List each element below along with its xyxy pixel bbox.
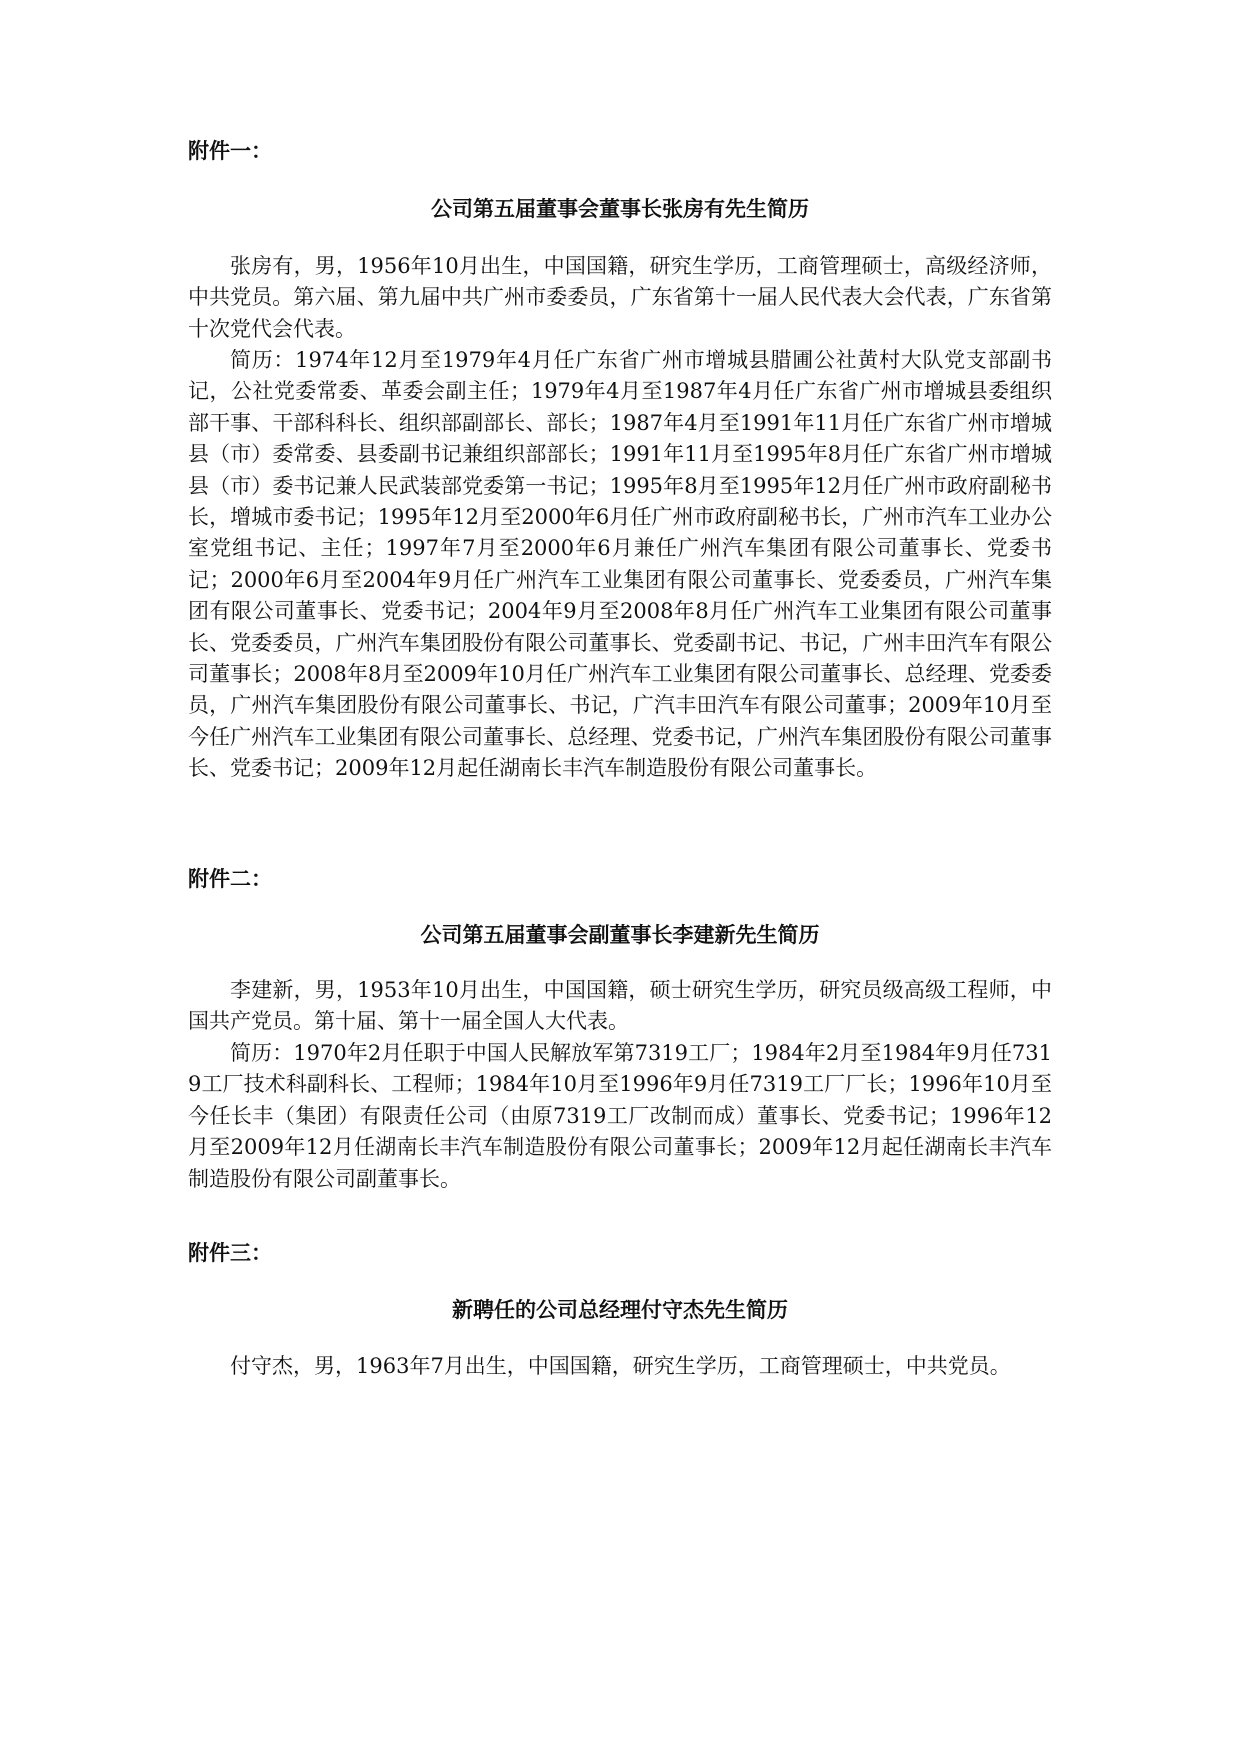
- attachment-1-intro-paragraph: 张房有，男，1956年10月出生，中国国籍，研究生学历，工商管理硕士，高级经济师，中共党员。第六届、第九届中共广州市委委员，广东省第十一届人民代表大会代表，广东省第十次党代会代表。: [188, 254, 1052, 341]
- attachment-1-resume-paragraph: 简历：1974年12月至1979年4月任广东省广州市增城县腊圃公社黄村大队党支部副书记，公社党委常委、革委会副主任；1979年4月至1987年4月任广东省广州市增城县委组织部干事、干部科科长、组织部副部长、部长；1987年4月至1991年11月任广东省广州市增城县（市）委常委、县委副书记兼组织部部长；1991年11月至1995年8月任广东省广州市增城县（市）委书记兼人民武装部党委第一书记；1995年8月至1995年12月任广州市政府副秘书长，增城市委书记；1995年12月至2000年6月任广州市政府副秘书长，广州市汽车工业办公室党组书记、主任；1997年7月至2000年6月兼任广州汽车集团有限公司董事长、党委书记；2000年6月至2004年9月任广州汽车工业集团有限公司董事长、党委委员，广州汽车集团有限公司董事长、党委书记；2004年9月至2008年8月任广州汽车工业集团有限公司董事长、党委委员，广州汽车集团股份有限公司董事长、党委副书记、书记，广州丰田汽车有限公司董事长；2008年8月至2009年10月任广州汽车工业集团有限公司董事长、总经理、党委委员，广州汽车集团股份有限公司董事长、书记，广汽丰田汽车有限公司董事；2009年10月至今任广州汽车工业集团有限公司董事长、总经理、党委书记，广州汽车集团股份有限公司董事长、党委书记；2009年12月起任湖南长丰汽车制造股份有限公司董事长。: [188, 348, 1052, 781]
- attachment-2-resume-paragraph: 简历：1970年2月任职于中国人民解放军第7319工厂；1984年2月至1984年9月任7319工厂技术科副科长、工程师；1984年10月至1996年9月任7319工厂厂长；1996年10月至今任长丰（集团）有限责任公司（由原7319工厂改制而成）董事长、党委书记；1996年12月至2009年12月任湖南长丰汽车制造股份有限公司董事长；2009年12月起任湖南长丰汽车制造股份有限公司副董事长。: [188, 1041, 1052, 1191]
- attachment-3-title: 新聘任的公司总经理付守杰先生简历: [452, 1297, 788, 1322]
- attachment-1-title: 公司第五届董事会董事长张房有先生简历: [431, 196, 809, 221]
- attachment-3-label: 附件三：: [188, 1240, 272, 1265]
- attachment-3-intro-paragraph: 付守杰，男，1963年7月出生，中国国籍，研究生学历，工商管理硕士，中共党员。: [230, 1354, 1011, 1378]
- attachment-2-title: 公司第五届董事会副董事长李建新先生简历: [420, 922, 820, 947]
- attachment-2-label: 附件二：: [188, 866, 272, 891]
- attachment-2-intro-paragraph: 李建新，男，1953年10月出生，中国国籍，硕士研究生学历，研究员级高级工程师，中国共产党员。第十届、第十一届全国人大代表。: [188, 978, 1052, 1034]
- attachment-1-label: 附件一：: [188, 138, 272, 163]
